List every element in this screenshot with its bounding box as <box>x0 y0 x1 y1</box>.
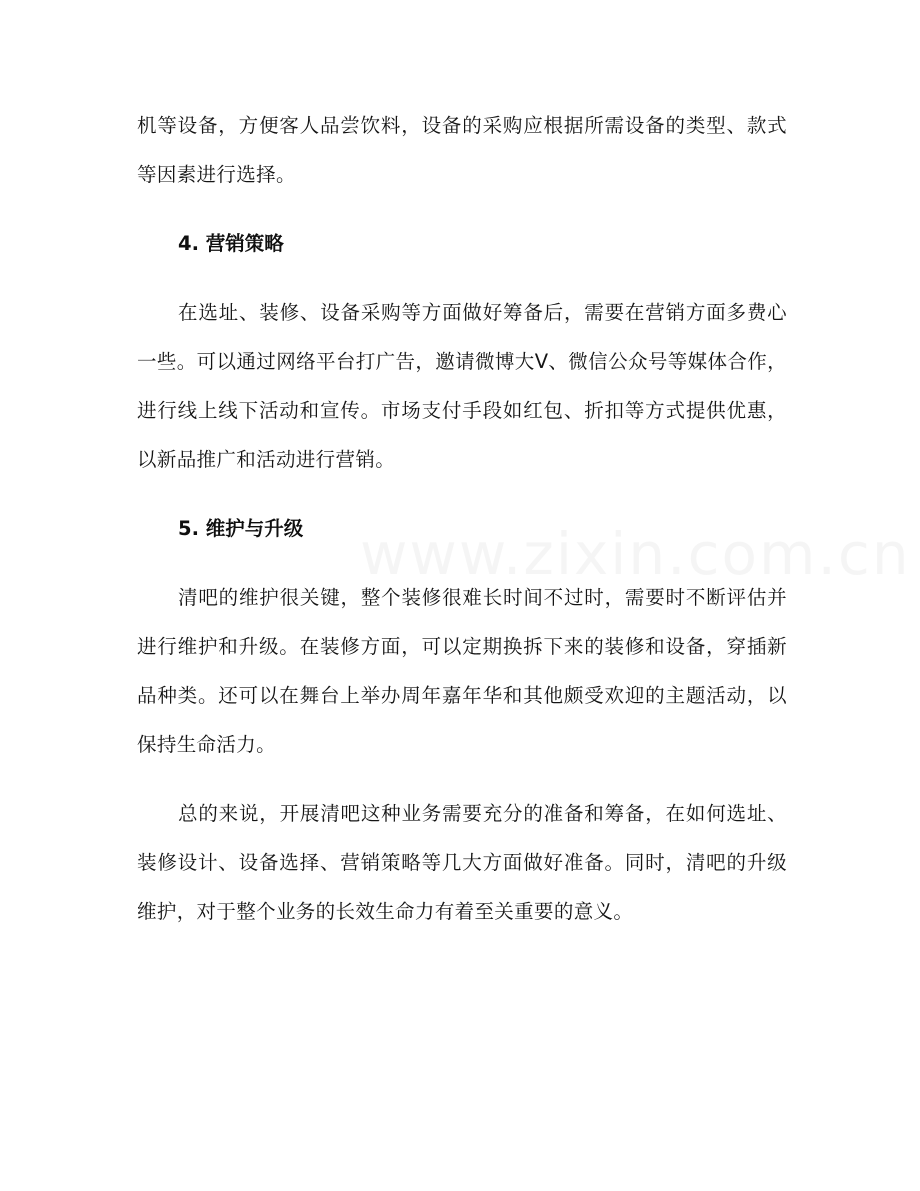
document-body <box>137 101 787 936</box>
section-heading-marketing: 4. 营销策略 <box>178 232 284 255</box>
section-heading-maintenance: 5. 维护与升级 <box>178 517 304 540</box>
conclusion-paragraph: 总的来说，开展清吧这种业务需要充分的准备和筹备，在如何选址、装修设计、设备选择、营销策略等几大方面做好准备。同时，清吧的升级维护，对于整个业务的长效生命力有着至关重要的意义。 <box>137 802 787 923</box>
marketing-paragraph: 在选址、装修、设备采购等方面做好筹备后，需要在营销方面多费心一些。可以通过网络平台打广告，邀请微博大V、微信公众号等媒体合作，进行线上线下活动和宣传。市场支付手段如红包、折扣等方式提供优惠，以新品推广和活动进行营销。 <box>137 301 787 471</box>
maintenance-paragraph: 清吧的维护很关键，整个装修很难长时间不过时，需要时不断评估并进行维护和升级。在装修方面，可以定期换拆下来的装修和设备，穿插新品种类。还可以在舞台上举办周年嘉年华和其他颇受欢迎的主题活动，以保持生命活力。 <box>137 586 787 756</box>
watermark: www.zixin.com.cn <box>360 520 911 588</box>
continuation-paragraph: 机等设备，方便客人品尝饮料，设备的采购应根据所需设备的类型、款式等因素进行选择。 <box>137 114 787 186</box>
